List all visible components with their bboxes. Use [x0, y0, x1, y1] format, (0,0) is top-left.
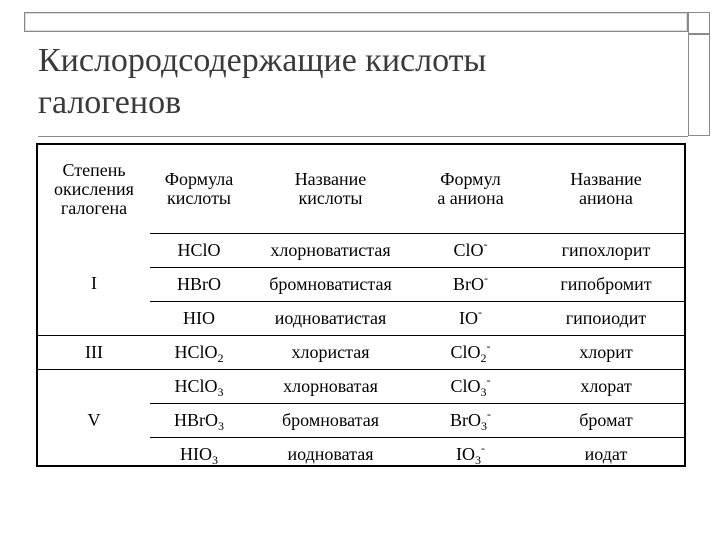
table-header-row: [38, 145, 684, 233]
slide-title-line-1: Кислородсодержащие кислоты: [38, 42, 487, 79]
oxidation-state-cell: V: [38, 369, 150, 471]
decorative-side-bar: [688, 34, 710, 136]
acid-formula-base: HClO: [177, 239, 221, 260]
header-anion-name-line-1: Название: [570, 168, 642, 189]
anion-name-cell: иодат: [528, 437, 684, 471]
slide-title-line-2: галогенов: [38, 84, 182, 121]
acid-name-cell: бромноватая: [248, 403, 413, 437]
slide-title: [38, 40, 658, 124]
anion-formula-base: IO: [459, 307, 478, 328]
anion-charge-superscript: -: [486, 338, 491, 353]
anion-formula-subscript: 3: [480, 384, 487, 399]
anion-name-cell: хлорат: [528, 369, 684, 403]
anion-formula-subscript: 2: [480, 350, 487, 365]
header-anion-name: [528, 145, 684, 233]
header-anion-name-line-2: аниона: [579, 187, 633, 208]
anion-name-cell: гипохлорит: [528, 233, 684, 267]
acid-formula-subscript: 3: [218, 418, 224, 433]
table-row: [38, 233, 684, 267]
anion-charge-superscript: -: [481, 440, 485, 455]
acid-formula-subscript: 3: [212, 452, 218, 467]
anion-name-cell: бромат: [528, 403, 684, 437]
anion-charge-superscript: -: [483, 236, 488, 251]
oxidation-state-cell: I: [91, 273, 97, 294]
header-acid-name-line-1: Название: [294, 168, 367, 189]
acid-name-cell: иодноватистая: [248, 301, 413, 335]
anion-charge-superscript: -: [487, 406, 491, 421]
anion-formula-cell: [413, 403, 528, 437]
anion-formula-subscript: 3: [481, 418, 487, 433]
halogen-acids-table: [36, 143, 686, 467]
acid-formula-base: HIO: [183, 307, 215, 328]
decorative-corner-square: [688, 12, 710, 34]
acid-name-cell: хлорноватая: [248, 369, 413, 403]
anion-name-cell: гипоиодит: [528, 301, 684, 335]
acid-formula-cell: [150, 369, 248, 403]
header-acid-formula-line-2: кислоты: [166, 187, 232, 208]
anion-formula-cell: [413, 335, 528, 369]
acid-formula-cell: [150, 437, 248, 471]
anion-formula-cell: [413, 369, 528, 403]
header-oxidation-state: [38, 145, 150, 233]
acid-formula-base: HIO: [180, 443, 212, 464]
header-acid-name-line-2: кислоты: [298, 187, 363, 208]
header-anion-formula-line-1: Формул: [440, 168, 501, 189]
table-grid: [38, 145, 684, 471]
anion-name-cell: гипобромит: [528, 267, 684, 301]
acid-formula-cell: [150, 233, 248, 267]
header-acid-formula: [150, 145, 248, 233]
anion-charge-superscript: -: [478, 304, 482, 319]
table-row: [38, 335, 684, 369]
anion-formula-base: BrO: [453, 273, 484, 294]
acid-name-cell: бромноватистая: [248, 267, 413, 301]
header-acid-formula-line-1: Формула: [164, 168, 234, 189]
header-anion-formula: [413, 145, 528, 233]
header-anion-formula-line-2: а аниона: [437, 187, 504, 208]
anion-formula-cell: [413, 233, 528, 267]
header-oxidation-line-3: галогена: [60, 197, 128, 218]
anion-name-cell: хлорит: [528, 335, 684, 369]
acid-formula-cell: [150, 403, 248, 437]
acid-formula-base: HBrO: [177, 273, 221, 294]
acid-name-cell: иодноватая: [248, 437, 413, 471]
anion-formula-base: BrO: [450, 409, 481, 430]
header-acid-name: [248, 145, 413, 233]
decorative-top-bar: [24, 12, 688, 32]
acid-formula-subscript: 3: [217, 384, 224, 399]
header-oxidation-line-1: Степень: [62, 159, 126, 180]
anion-formula-subscript: 3: [475, 452, 481, 467]
anion-formula-base: ClO: [453, 239, 484, 260]
acid-formula-cell: [150, 301, 248, 335]
acid-name-cell: хлорноватистая: [248, 233, 413, 267]
anion-formula-base: IO: [456, 443, 475, 464]
title-divider: [38, 136, 688, 137]
anion-formula-cell: [413, 301, 528, 335]
anion-charge-superscript: -: [486, 372, 491, 387]
acid-name-cell: хлористая: [248, 335, 413, 369]
anion-charge-superscript: -: [484, 270, 488, 285]
acid-formula-cell: [150, 335, 248, 369]
header-oxidation-line-2: окисления: [54, 178, 134, 199]
acid-formula-base: HClO: [174, 341, 218, 362]
acid-formula-base: HBrO: [174, 409, 218, 430]
acid-formula-cell: [150, 267, 248, 301]
anion-formula-cell: [413, 267, 528, 301]
anion-formula-base: ClO: [450, 341, 481, 362]
anion-formula-cell: [413, 437, 528, 471]
oxidation-state-cell: III: [38, 335, 150, 369]
anion-formula-base: ClO: [450, 375, 481, 396]
acid-formula-subscript: 2: [217, 350, 224, 365]
acid-formula-base: HClO: [174, 375, 218, 396]
table-row: [38, 369, 684, 403]
